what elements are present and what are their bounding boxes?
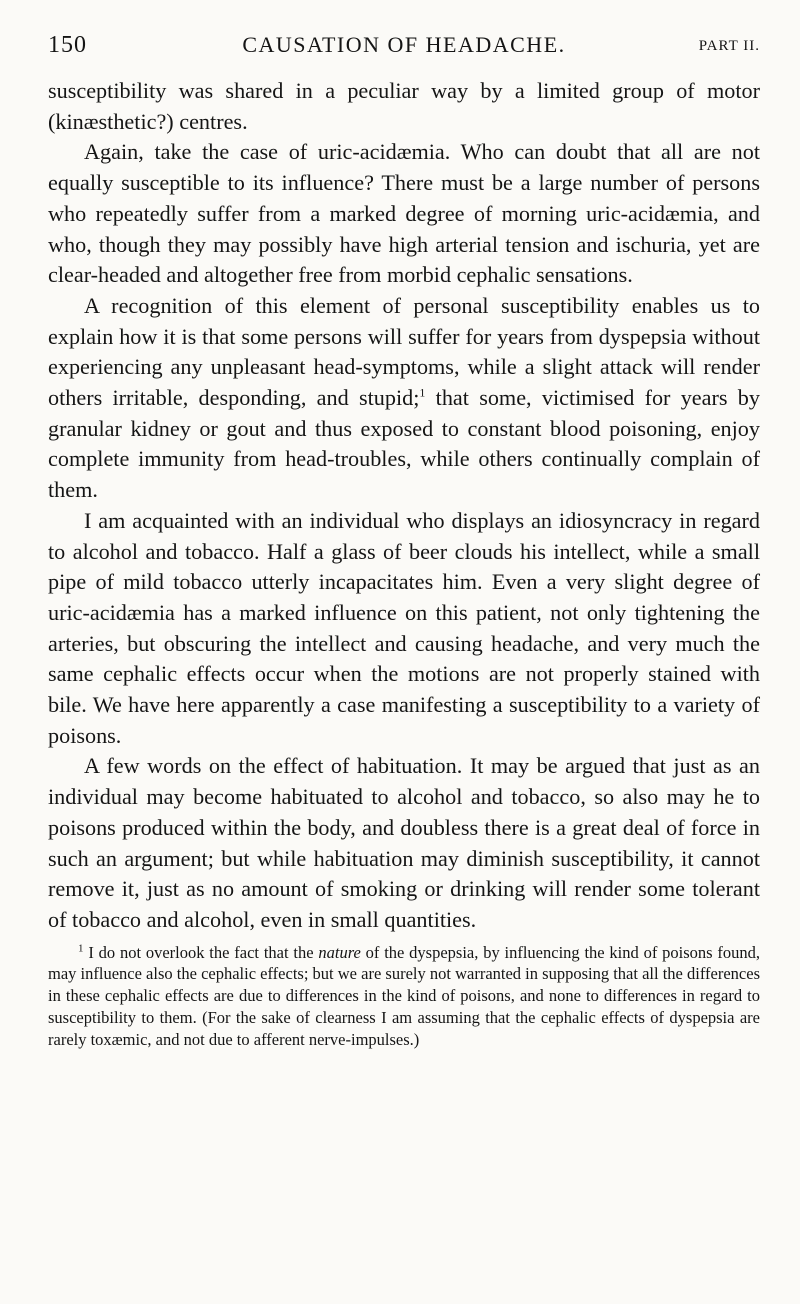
paragraph-3-part-a: A recognition of this element of personal susceptibility enables us to explain how it is that some persons will suffer for years from dyspepsia without experiencing any unpleasant head-symptoms, while a slight attack will render others irritable, desponding, and stupid; [48, 292, 760, 411]
paragraph-1: susceptibility was shared in a peculiar way by a limited group of motor (kinæsthetic?) centres. [48, 78, 760, 134]
footnote-italic: nature [318, 942, 361, 962]
footnote-mark: 1 [78, 942, 84, 955]
footnote-text [48, 942, 760, 1051]
page-number: 150 [48, 32, 87, 58]
footnote [48, 942, 760, 1051]
paragraph-2: Again, take the case of uric-acidæmia. Who can doubt that all are not equally susceptible to its influence? There must be a large number of persons who repeatedly suffer from a marked degree of morning uric-acidæmia, and who, though they may possibly have high arterial tension and ischuria, yet are clear-headed and altogether free from morbid cephalic sensations. [48, 139, 760, 288]
paragraph-4: I am acquainted with an individual who displays an idiosyncracy in regard to alcohol and tobacco. Half a glass of beer clouds his intellect, while a small pipe of mild tobacco utterly incapacitates him. Even a very slight degree of uric-acidæmia has a marked influence on this patient, not only tightening the arteries, but obscuring the intellect and causing headache, and very much the same cephalic effects occur when the motions are not properly stained with bile. We have here apparently a case manifesting a susceptibility to a variety of poisons. [48, 507, 760, 748]
page-header [48, 28, 760, 68]
footnote-text-a: I do not overlook the fact that the [83, 942, 319, 962]
paragraph-3-part-b: that some, victimised for years by granular kidney or gout and thus exposed to constant blood poisoning, enjoy complete immunity from head-troubles, while others continually complain of them. [48, 385, 760, 503]
footnote-text-b: of the dyspepsia, by influencing the kind of poisons found, may influence also the cephalic effects; but we are surely not warranted in supposing that all the differences in these cephalic effects are due to differences in the kind of poisons, and none to differences in regard to susceptibility to them. (For the sake of clearness I am assuming that the cephalic effects of dyspepsia are rarely toxæmic, and not due to afferent nerve-impulses.) [48, 942, 761, 1049]
body-text [48, 76, 760, 936]
paragraph-5: A few words on the effect of habituation. It may be argued that just as an individual may become habituated to alcohol and tobacco, so also may he to poisons produced within the body, and doubless there is a great deal of force in such an argument; but while habituation may diminish susceptibility, it cannot remove it, just as no amount of smoking or drinking will render some tolerant of tobacco and alcohol, even in small quantities. [48, 753, 760, 932]
footnote-reference: 1 [419, 385, 426, 400]
paragraph-3 [48, 291, 760, 506]
part-label: PART II. [698, 38, 760, 54]
running-title: CAUSATION OF HEADACHE. [242, 32, 566, 57]
